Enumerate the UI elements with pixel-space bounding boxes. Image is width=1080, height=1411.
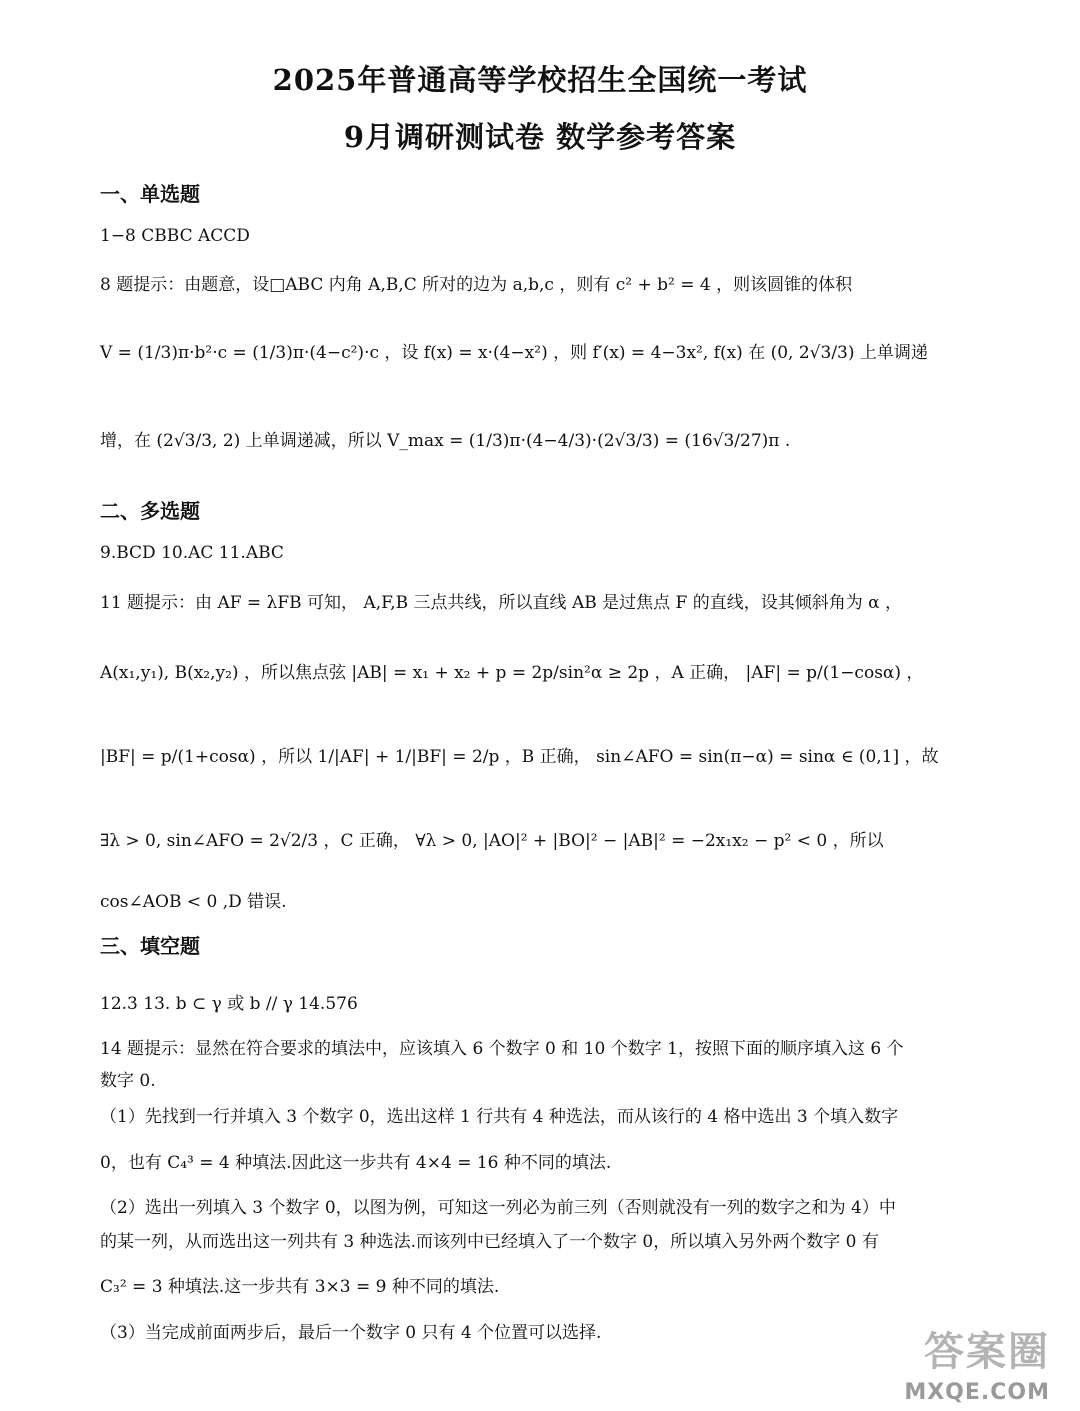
- hint-8-line-3: 增，在 (2√3/3, 2) 上单调递减，所以 V_max = (1/3)π·(4−4/3)·(2√3/3) = (16√3/27)π .: [100, 431, 791, 451]
- hint-11-line-4: ∃λ > 0, sin∠AFO = 2√2/3 ，C 正确， ∀λ > 0, |AO|² + |BO|² − |AB|² = −2x₁x₂ − p² < 0 ，所以: [100, 831, 884, 851]
- step-3-line-1: （3）当完成前面两步后，最后一个数字 0 只有 4 个位置可以选择.: [100, 1323, 602, 1343]
- section-heading-fill-in: 三、填空题: [100, 934, 200, 958]
- answers-9-11: 9.BCD 10.AC 11.ABC: [100, 543, 284, 563]
- step-1-line-1: （1）先找到一行并填入 3 个数字 0，选出这样 1 行共有 4 种选法，而从该行的 4 格中选出 3 个填入数字: [100, 1107, 899, 1127]
- hint-14-line-1: 14 题提示：显然在符合要求的填法中，应该填入 6 个数字 0 和 10 个数字 1，按照下面的顺序填入这 6 个: [100, 1039, 904, 1059]
- hint-8-line-1: 8 题提示：由题意，设□ABC 内角 A,B,C 所对的边为 a,b,c ，则有 c² + b² = 4 ，则该圆锥的体积: [100, 275, 853, 295]
- step-2-line-3: C₃² = 3 种填法.这一步共有 3×3 = 9 种不同的填法.: [100, 1277, 500, 1297]
- hint-11-line-3: |BF| = p/(1+cosα) ，所以 1/|AF| + 1/|BF| = 2/p ，B 正确， sin∠AFO = sin(π−α) = sinα ∈ (0,1] ，故: [100, 747, 939, 767]
- section-heading-multi-choice: 二、多选题: [100, 499, 200, 523]
- page-title: 2025年普通高等学校招生全国统一考试: [272, 63, 808, 97]
- section-heading-single-choice: 一、单选题: [100, 182, 200, 206]
- step-1-line-2: 0，也有 C₄³ = 4 种填法.因此这一步共有 4×4 = 16 种不同的填法.: [100, 1153, 612, 1173]
- hint-11-line-2: A(x₁,y₁), B(x₂,y₂) ，所以焦点弦 |AB| = x₁ + x₂ + p = 2p/sin²α ≥ 2p ，A 正确， |AF| = p/(1−cosα) ，: [100, 663, 924, 683]
- step-2-line-2: 的某一列，从而选出这一列共有 3 种选法.而该列中已经填入了一个数字 0，所以填入另外两个数字 0 有: [100, 1232, 879, 1252]
- hint-11-line-5: cos∠AOB < 0 ,D 错误.: [100, 892, 287, 912]
- hint-14-line-2: 数字 0.: [100, 1071, 156, 1091]
- answers-12-14: 12.3 13. b ⊂ γ 或 b // γ 14.576: [100, 994, 358, 1014]
- hint-8-line-2: V = (1/3)π·b²·c = (1/3)π·(4−c²)·c ，设 f(x) = x·(4−x²) ，则 f′(x) = 4−3x², f(x) 在 (0, 2√3/3) 上单调递: [100, 343, 928, 363]
- page-subtitle: 9月调研测试卷 数学参考答案: [343, 120, 737, 154]
- hint-11-line-1: 11 题提示：由 AF = λFB 可知， A,F,B 三点共线，所以直线 AB 是过焦点 F 的直线，设其倾斜角为 α ，: [100, 593, 903, 613]
- watermark-logo-en: MXQE.COM: [904, 1380, 1050, 1405]
- answers-1-8: 1−8 CBBC ACCD: [100, 226, 250, 246]
- watermark-logo-cn: 答案圈: [924, 1329, 1050, 1375]
- step-2-line-1: （2）选出一列填入 3 个数字 0，以图为例，可知这一列必为前三列（否则就没有一列的数字之和为 4）中: [100, 1198, 896, 1218]
